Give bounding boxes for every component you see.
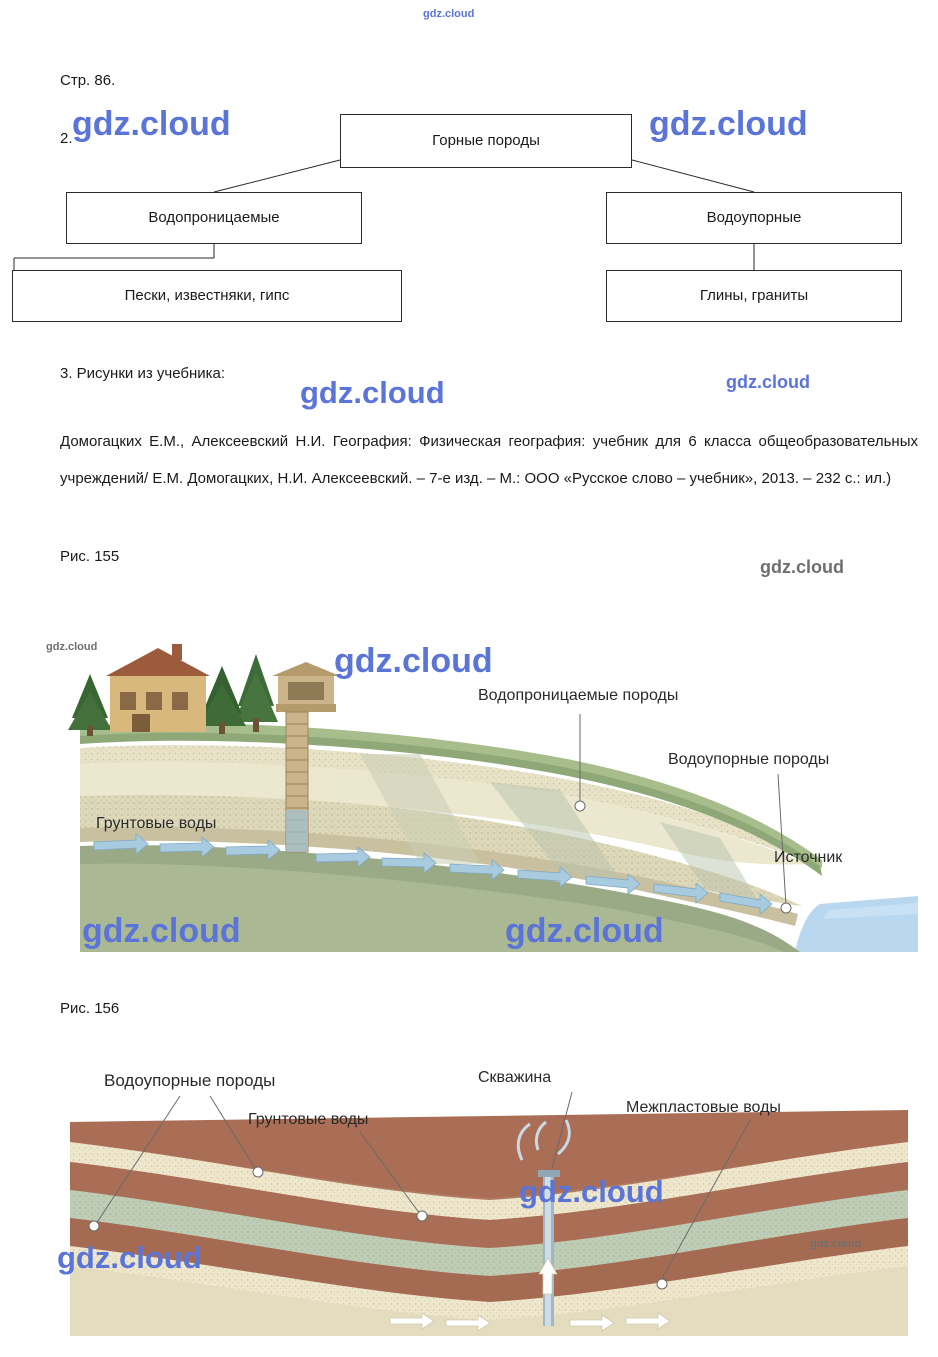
item-3-heading: 3. Рисунки из учебника: [60, 365, 226, 382]
label-well: Скважина [478, 1069, 552, 1086]
diagram-box-permeable-label: Водопроницаемые [148, 209, 280, 226]
diagram-box-permeable [66, 192, 362, 244]
item-2-number: 2. [60, 130, 73, 147]
label-ground-water: Грунтовые воды [248, 1111, 369, 1128]
callout-dot [89, 1221, 99, 1231]
figure-156-svg [60, 1050, 918, 1340]
watermark: gdz.cloud [505, 912, 664, 950]
watermark: gdz.cloud [46, 641, 98, 653]
watermark: gdz.cloud [300, 375, 445, 410]
watermark: gdz.cloud [82, 912, 241, 950]
diagram-box-rocks [340, 114, 632, 168]
label-permeable-rocks: Водопроницаемые породы [478, 687, 679, 704]
diagram-box-permeable-examples [12, 270, 402, 322]
callout-dot [417, 1211, 427, 1221]
watermark: gdz.cloud [810, 1238, 862, 1250]
watermark: gdz.cloud [57, 1240, 202, 1275]
figure-155-caption: Рис. 155 [60, 548, 120, 565]
watermark: gdz.cloud [334, 642, 493, 680]
watermark: gdz.cloud [649, 105, 808, 143]
diagram-box-impermeable [606, 192, 902, 244]
diagram-box-impermeable-examples-label: Глины, граниты [699, 287, 809, 304]
diagram-box-impermeable-examples [606, 270, 902, 322]
watermark: gdz.cloud [423, 8, 475, 20]
callout-dot [253, 1167, 263, 1177]
watermark: gdz.cloud [726, 372, 810, 392]
figure-155-image [60, 614, 918, 974]
diagram-box-rocks-label: Горные породы [432, 132, 540, 149]
figure-156-caption: Рис. 156 [60, 1000, 120, 1017]
watermark: gdz.cloud [72, 105, 231, 143]
diagram-box-permeable-examples-label: Пески, известняки, гипс [124, 287, 290, 304]
callout-dot [657, 1279, 667, 1289]
label-ground-water: Грунтовые воды [96, 815, 217, 832]
diagram-box-impermeable-label: Водоупорные [706, 209, 802, 226]
page-reference: Стр. 86. [60, 72, 116, 89]
watermark: gdz.cloud [519, 1174, 664, 1209]
figure-155-svg [60, 614, 918, 974]
label-impermeable-rocks: Водоупорные породы [104, 1071, 276, 1090]
label-interstratal-water: Межпластовые воды [626, 1099, 781, 1116]
callout-dot [575, 801, 585, 811]
callout-dot [781, 903, 791, 913]
label-spring: Источник [774, 849, 843, 866]
textbook-reference: Домогацких Е.М., Алексеевский Н.И. География: Физическая география: учебник для 6 класса общеобразовательных учреждений/ Е.М. Домогацких, Н.И. Алексеевский. – 7-е изд. – М.: ООО «Русское слово – учебник», 2013. – 232 с.: ил.) [60, 433, 918, 487]
figure-156-image [60, 1050, 918, 1340]
label-impermeable-rocks: Водоупорные породы [668, 751, 830, 768]
watermark: gdz.cloud [760, 557, 844, 577]
